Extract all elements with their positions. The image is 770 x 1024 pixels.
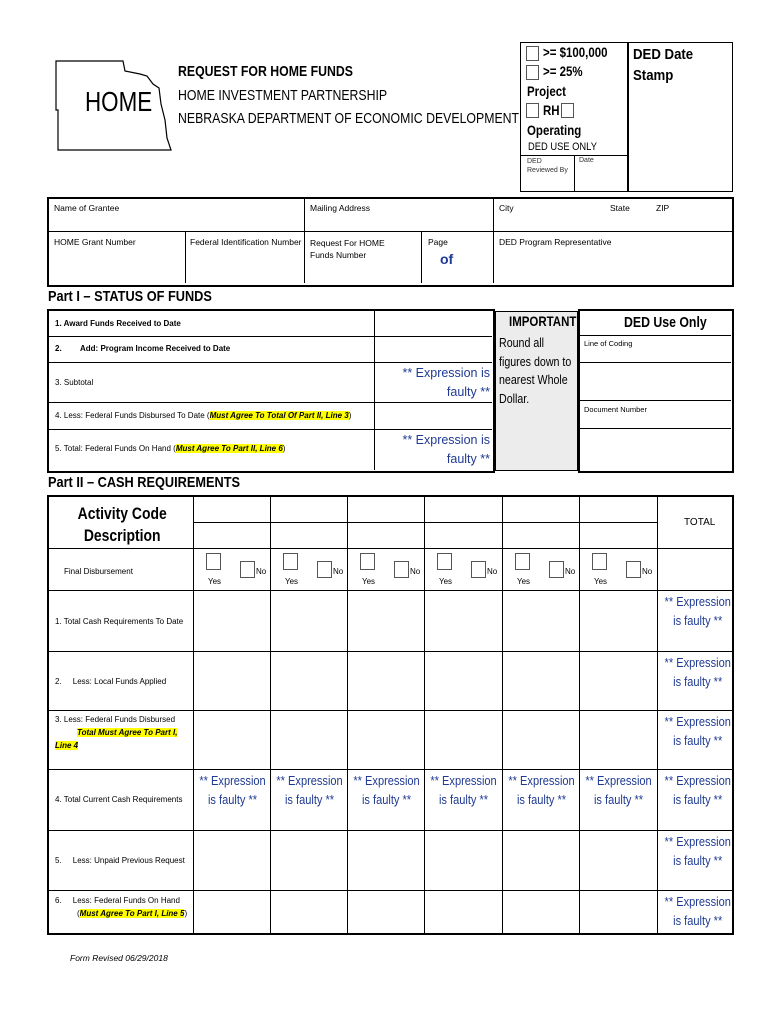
part1-row4-label [55, 411, 351, 420]
row4-label: 4. Total Current Cash Requirements [55, 795, 183, 804]
grantee-col-divider [493, 199, 494, 283]
total-cell-row6: ** Expression is faulty ** [664, 894, 731, 928]
form-subtitle-2: NEBRASKA DEPARTMENT OF ECONOMIC DEVELOPMENT [178, 110, 520, 127]
document-number-label: Document Number [584, 405, 647, 414]
part2-heading: Part II – CASH REQUIREMENTS [48, 474, 240, 491]
part1-row5-label [55, 444, 285, 453]
row3-label [55, 713, 190, 752]
part1-row2-num: 2. [55, 344, 62, 353]
final-disbursement-label: Final Disbursement [64, 567, 133, 576]
row-line [49, 769, 732, 770]
row1-label: 1. Total Cash Requirements To Date [55, 617, 184, 626]
row-line [194, 522, 657, 523]
part1-row2-label: Add: Program Income Received to Date [80, 344, 231, 353]
percent-threshold-checkbox[interactable] [526, 65, 539, 80]
no-label: No [565, 567, 576, 576]
col-line [502, 497, 503, 933]
no-label: No [333, 567, 344, 576]
row3-label-text: 3. Less: Federal Funds Disbursed [55, 715, 176, 724]
form-subtitle-1: HOME INVESTMENT PARTNERSHIP [178, 87, 388, 104]
final-disbursement-no-checkbox[interactable] [626, 561, 641, 578]
row6-label-text: 6. Less: Federal Funds On Hand [55, 896, 180, 905]
operating-label: Operating [527, 122, 582, 138]
no-label: No [410, 567, 421, 576]
col-line [270, 497, 271, 933]
row4-activity-cell-5: ** Expression is faulty ** [508, 773, 575, 807]
grantee-col-divider [185, 232, 186, 283]
yes-label: Yes [208, 577, 222, 586]
yes-label: Yes [285, 577, 299, 586]
part1-row5-highlight: Must Agree To Part II, Line 6 [175, 444, 283, 453]
part1-value-col [374, 311, 375, 470]
total-cell-row2: ** Expression is faulty ** [664, 655, 731, 689]
row-line [49, 651, 732, 652]
final-disbursement-no-checkbox[interactable] [471, 561, 486, 578]
ded-panel-line [580, 335, 731, 336]
total-cell-row1: ** Expression is faulty ** [664, 594, 731, 628]
final-disbursement-yes-checkbox[interactable] [592, 553, 607, 570]
ded-panel-line [580, 428, 731, 429]
final-disbursement-yes-checkbox[interactable] [360, 553, 375, 570]
part1-heading: Part I – STATUS OF FUNDS [48, 288, 212, 305]
part1-row-line [49, 336, 492, 337]
form-revised-date: Form Revised 06/29/2018 [70, 953, 168, 963]
part1-row-line [49, 402, 492, 403]
final-disbursement-no-checkbox[interactable] [394, 561, 409, 578]
row4-activity-cell-6: ** Expression is faulty ** [585, 773, 652, 807]
total-cell-row3: ** Expression is faulty ** [664, 714, 731, 748]
ded-use-only-label: DED USE ONLY [528, 141, 597, 153]
no-label: No [642, 567, 653, 576]
home-logo-text: HOME [85, 86, 153, 117]
col-line [579, 497, 580, 933]
yes-label: Yes [439, 577, 453, 586]
ded-date-label: Date [579, 157, 594, 164]
part1-row4-close: ) [348, 411, 352, 420]
home-grant-number-field[interactable]: HOME Grant Number [54, 237, 136, 247]
total-cell-row5: ** Expression is faulty ** [664, 834, 731, 868]
grantee-col-divider [421, 232, 422, 283]
percent-threshold-label: >= 25% [543, 63, 583, 79]
page-of-label: of [440, 251, 454, 267]
part1-row5-close: ) [282, 444, 286, 453]
line-of-coding-label: Line of Coding [584, 339, 633, 348]
federal-id-field[interactable]: Federal Identification Number [190, 237, 302, 247]
amount-threshold-checkbox[interactable] [526, 46, 539, 61]
state-field[interactable]: State [610, 203, 630, 213]
col-line [193, 497, 194, 933]
final-disbursement-yes-checkbox[interactable] [206, 553, 221, 570]
row4-activity-cell-1: ** Expression is faulty ** [199, 773, 266, 807]
row-line [49, 590, 732, 591]
row6-highlight: Must Agree To Part I, Line 5 [79, 909, 185, 918]
part1-row3-label: 3. Subtotal [55, 378, 94, 387]
yes-label: Yes [594, 577, 608, 586]
row-line [49, 710, 732, 711]
ded-use-only-title: DED Use Only [624, 314, 707, 331]
ded-date-stamp-label: DED Date Stamp [633, 46, 694, 84]
part1-row1-label: 1. Award Funds Received to Date [55, 319, 181, 328]
request-number-field[interactable]: Request For HOME Funds Number [310, 238, 385, 260]
ded-panel-line [580, 362, 731, 363]
final-disbursement-no-checkbox[interactable] [240, 561, 255, 578]
col-line [657, 497, 658, 933]
ded-panel-line [580, 400, 731, 401]
total-header: TOTAL [684, 517, 716, 528]
row6-open: ( [77, 909, 80, 918]
page-field[interactable]: Page [428, 237, 448, 247]
part1-row-line [49, 429, 492, 430]
project-label: Project [527, 83, 566, 99]
part1-row-line [49, 362, 492, 363]
row6-label [55, 894, 187, 920]
total-cell-row4: ** Expression is faulty ** [664, 773, 731, 807]
grantee-name-field[interactable]: Name of Grantee [54, 203, 120, 213]
no-label: No [487, 567, 498, 576]
row4-activity-cell-3: ** Expression is faulty ** [353, 773, 420, 807]
final-disbursement-yes-checkbox[interactable] [515, 553, 530, 570]
rh-checkbox-left[interactable] [526, 103, 539, 118]
amount-threshold-label: >= $100,000 [543, 44, 608, 60]
rh-checkbox-right[interactable] [561, 103, 574, 118]
row-line [49, 830, 732, 831]
row-line [49, 890, 732, 891]
important-title: IMPORTANT [509, 313, 577, 329]
part1-funds-on-hand-value: ** Expression is faulty ** [402, 433, 490, 466]
yes-label: Yes [517, 577, 531, 586]
row-line [49, 548, 732, 549]
final-disbursement-no-checkbox[interactable] [317, 561, 332, 578]
row2-label: 2. Less: Local Funds Applied [55, 677, 167, 686]
form-title: REQUEST FOR HOME FUNDS [178, 63, 353, 80]
zip-field[interactable]: ZIP [656, 203, 670, 213]
final-disbursement-yes-checkbox[interactable] [437, 553, 452, 570]
col-line [424, 497, 425, 933]
final-disbursement-no-checkbox[interactable] [549, 561, 564, 578]
ded-reviewed-by-label: DED Reviewed By [527, 158, 568, 174]
city-field[interactable]: City [499, 203, 514, 213]
part1-subtotal-value: ** Expression is faulty ** [402, 366, 490, 399]
col-line [347, 497, 348, 933]
grantee-row-divider [49, 231, 732, 232]
part1-row5-text: 5. Total: Federal Funds On Hand ( [55, 444, 176, 453]
ded-use-only-panel [578, 309, 734, 473]
part1-row4-text: 4. Less: Federal Funds Disbursed To Date ( [55, 411, 210, 420]
yes-label: Yes [362, 577, 376, 586]
row4-activity-cell-2: ** Expression is faulty ** [276, 773, 343, 807]
row5-label: 5. Less: Unpaid Previous Request [55, 856, 185, 865]
activity-code-header: Activity Code Description [77, 504, 167, 545]
row4-activity-cell-4: ** Expression is faulty ** [430, 773, 497, 807]
important-text: Round all figures down to nearest Whole Dollar. [499, 335, 572, 406]
ded-box-divider-v [574, 155, 575, 191]
rh-label: RH [543, 102, 560, 118]
ded-program-rep-field[interactable]: DED Program Representative [499, 237, 612, 247]
no-label: No [256, 567, 267, 576]
grantee-col-divider [304, 199, 305, 283]
part1-row4-highlight: Must Agree To Total Of Part II, Line 3 [209, 411, 349, 420]
final-disbursement-yes-checkbox[interactable] [283, 553, 298, 570]
mailing-address-field[interactable]: Mailing Address [310, 203, 371, 213]
row6-close: ) [184, 909, 188, 918]
row3-highlight: Total Must Agree To Part I, Line 4 [55, 728, 178, 750]
